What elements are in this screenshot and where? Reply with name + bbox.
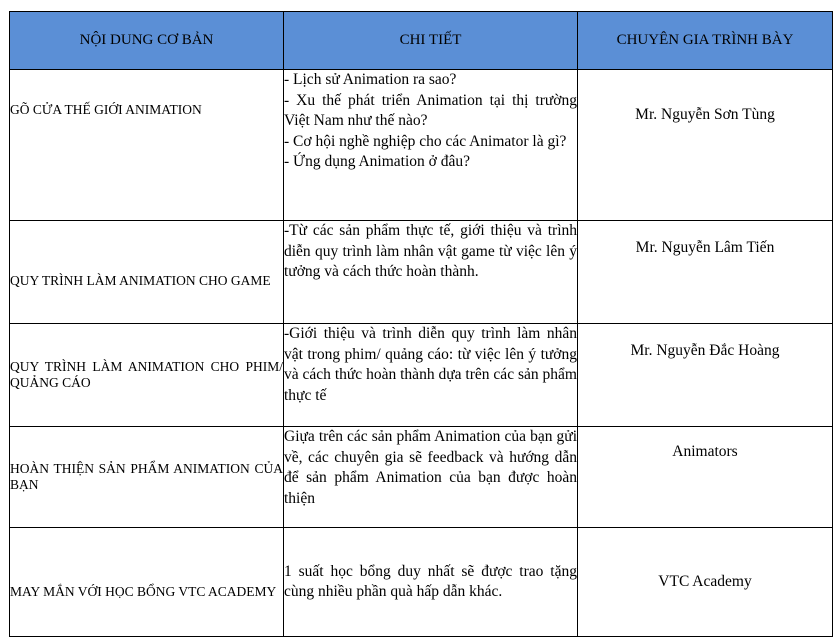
header-row — [10, 12, 833, 70]
topic-cell — [10, 427, 284, 528]
table-row — [10, 427, 833, 528]
header-topic: NỘI DUNG CƠ BẢN — [10, 12, 284, 70]
topic-text: QUY TRÌNH LÀM ANIMATION CHO GAME — [10, 273, 271, 288]
topic-cell — [10, 324, 284, 427]
speaker-cell: Animators — [578, 427, 833, 528]
topic-text: GÕ CỬA THẾ GIỚI ANIMATION — [10, 102, 202, 117]
table-row — [10, 528, 833, 637]
detail-line: -Giới thiệu và trình diễn quy trình làm nhân vật trong phim/ quảng cáo: từ việc lên ý tưởng và cách thức hoàn thành dựa trên các sản phẩm thực tế — [284, 325, 577, 404]
speaker-cell: Mr. Nguyễn Lâm Tiến — [578, 221, 833, 324]
table-row — [10, 324, 833, 427]
topic-cell — [10, 528, 284, 637]
detail-line: - Ứng dụng Animation ở đâu? — [284, 153, 470, 170]
detail-line: - Lịch sử Animation ra sao? — [284, 71, 457, 88]
detail-line: - Cơ hội nghề nghiệp cho các Animator là gì? — [284, 132, 567, 150]
detail-cell — [284, 324, 578, 427]
header-speaker: CHUYÊN GIA TRÌNH BÀY — [578, 12, 833, 70]
table-row — [10, 70, 833, 221]
topic-text: QUY TRÌNH LÀM ANIMATION CHO PHIM/ QUẢNG CÁO — [10, 359, 283, 390]
speaker-cell: VTC Academy — [578, 528, 833, 637]
detail-line: - Xu thế phát triển Animation tại thị trường Việt Nam như thế nào? — [284, 91, 577, 129]
detail-cell — [284, 427, 578, 528]
detail-line: -Từ các sản phẩm thực tế, giới thiệu và trình diễn quy trình làm nhân vật game từ việc lên ý tưởng và cách thức hoàn thành. — [284, 222, 577, 280]
topic-cell — [10, 70, 284, 221]
detail-cell — [284, 528, 578, 637]
detail-line: 1 suất học bổng duy nhất sẽ được trao tặng cùng nhiều phần quà hấp dẫn khác. — [284, 562, 577, 600]
table-row — [10, 221, 833, 324]
speaker-cell: Mr. Nguyễn Sơn Tùng — [578, 70, 833, 221]
detail-cell — [284, 221, 578, 324]
header-detail: CHI TIẾT — [284, 12, 578, 70]
topic-cell — [10, 221, 284, 324]
topic-text: MAY MẮN VỚI HỌC BỔNG VTC ACADEMY — [10, 584, 277, 599]
detail-line: Giựa trên các sản phẩm Animation của bạn gửi về, các chuyên gia sẽ feedback và hướng dẫn để sản phẩm Animation của bạn được hoàn thiện — [284, 428, 577, 507]
detail-cell — [284, 70, 578, 221]
topic-text: HOÀN THIỆN SẢN PHẨM ANIMATION CỦA BẠN — [10, 461, 283, 492]
speaker-cell: Mr. Nguyễn Đắc Hoàng — [578, 324, 833, 427]
agenda-table — [9, 11, 833, 637]
